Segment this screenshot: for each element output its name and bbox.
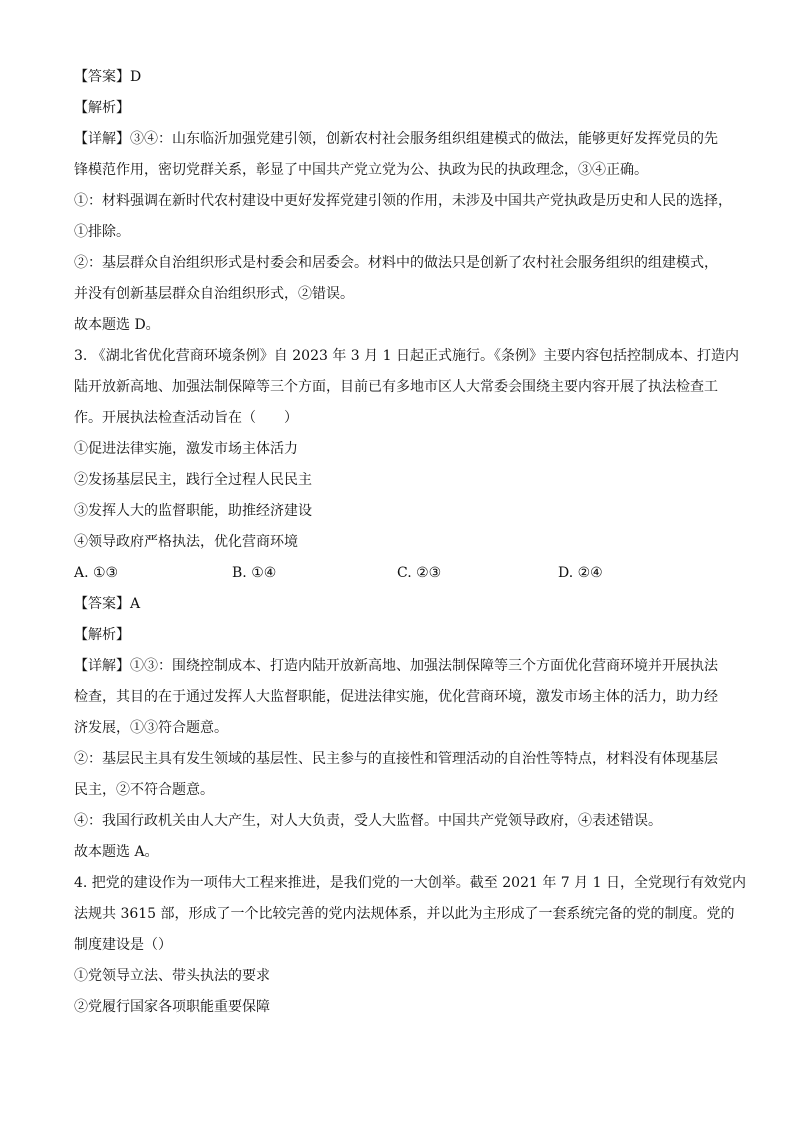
text-line: 检查，其目的在于通过发挥人大监督职能，促进法律实施，优化营商环境，激发市场主体的活力，助力经 [74,689,718,705]
answer-line: 【答案】D [74,69,142,85]
choice-statement: ①党领导立法、带头执法的要求 [74,968,270,984]
question-line: 3. 《湖北省优化营商环境条例》自 2023 年 3 月 1 日起正式施行。《条例》主要内容包括控制成本、打造内 [74,348,739,364]
conclusion-line: 故本题选 A。 [74,844,159,860]
choice-statement: ④领导政府严格执法，优化营商环境 [74,534,298,550]
text-line: 【详解】①③：围绕控制成本、打造内陆开放新高地、加强法制保障等三个方面优化营商环境并开展执法 [74,658,718,674]
question-line: 法规共 3615 部，形成了一个比较完善的党内法规体系，并以此为主形成了一套系统完备的党的制度。党的 [74,906,735,922]
choice-statement: ③发挥人大的监督职能，助推经济建设 [74,503,312,519]
text-line: 民主，②不符合题意。 [74,782,214,798]
choice-statement: ①促进法律实施，激发市场主体活力 [74,441,298,457]
text-line: ④：我国行政机关由人大产生，对人大负责，受人大监督。中国共产党领导政府，④表述错误。 [74,813,662,829]
choice-statement: ②发扬基层民主，践行全过程人民民主 [74,472,312,488]
text-line: ①排除。 [74,224,130,240]
option-d: D. ②④ [558,565,603,581]
text-line: ②：基层群众自治组织形式是村委会和居委会。材料中的做法只是创新了农村社会服务组织的组建模式， [74,255,718,271]
text-line: 【详解】③④：山东临沂加强党建引领，创新农村社会服务组织组建模式的做法，能够更好发挥党员的先 [74,131,718,147]
choice-statement: ②党履行国家各项职能重要保障 [74,999,270,1015]
option-a: A. ①③ [74,565,119,581]
answer-options [74,558,724,589]
option-c: C. ②③ [397,565,442,581]
text-line: ①：材料强调在新时代农村建设中更好发挥党建引领的作用，未涉及中国共产党执政是历史和人民的选择， [74,193,732,209]
question-line: 制度建设是（） [74,937,172,953]
analysis-heading: 【解析】 [74,100,130,116]
text-line: 锋模范作用，密切党群关系，彰显了中国共产党立党为公、执政为民的执政理念，③④正确。 [74,162,648,178]
conclusion-line: 故本题选 D。 [74,317,160,333]
question-line: 作。开展执法检查活动旨在（ ） [74,410,298,426]
analysis-heading: 【解析】 [74,627,130,643]
question-line: 陆开放新高地、加强法制保障等三个方面，目前已有多地市区人大常委会围绕主要内容开展了执法检查工 [74,379,718,395]
option-b: B. ①④ [232,565,277,581]
document-page [74,62,746,1023]
text-line: 济发展，①③符合题意。 [74,720,228,736]
text-line: ②：基层民主具有发生领域的基层性、民主参与的直接性和管理活动的自治性等特点，材料没有体现基层 [74,751,718,767]
question-line: 4. 把党的建设作为一项伟大工程来推进，是我们党的一大创举。截至 2021 年 7 月 1 日，全党现行有效党内 [74,875,746,891]
answer-line: 【答案】A [74,596,141,612]
text-line: 并没有创新基层群众自治组织形式，②错误。 [74,286,354,302]
